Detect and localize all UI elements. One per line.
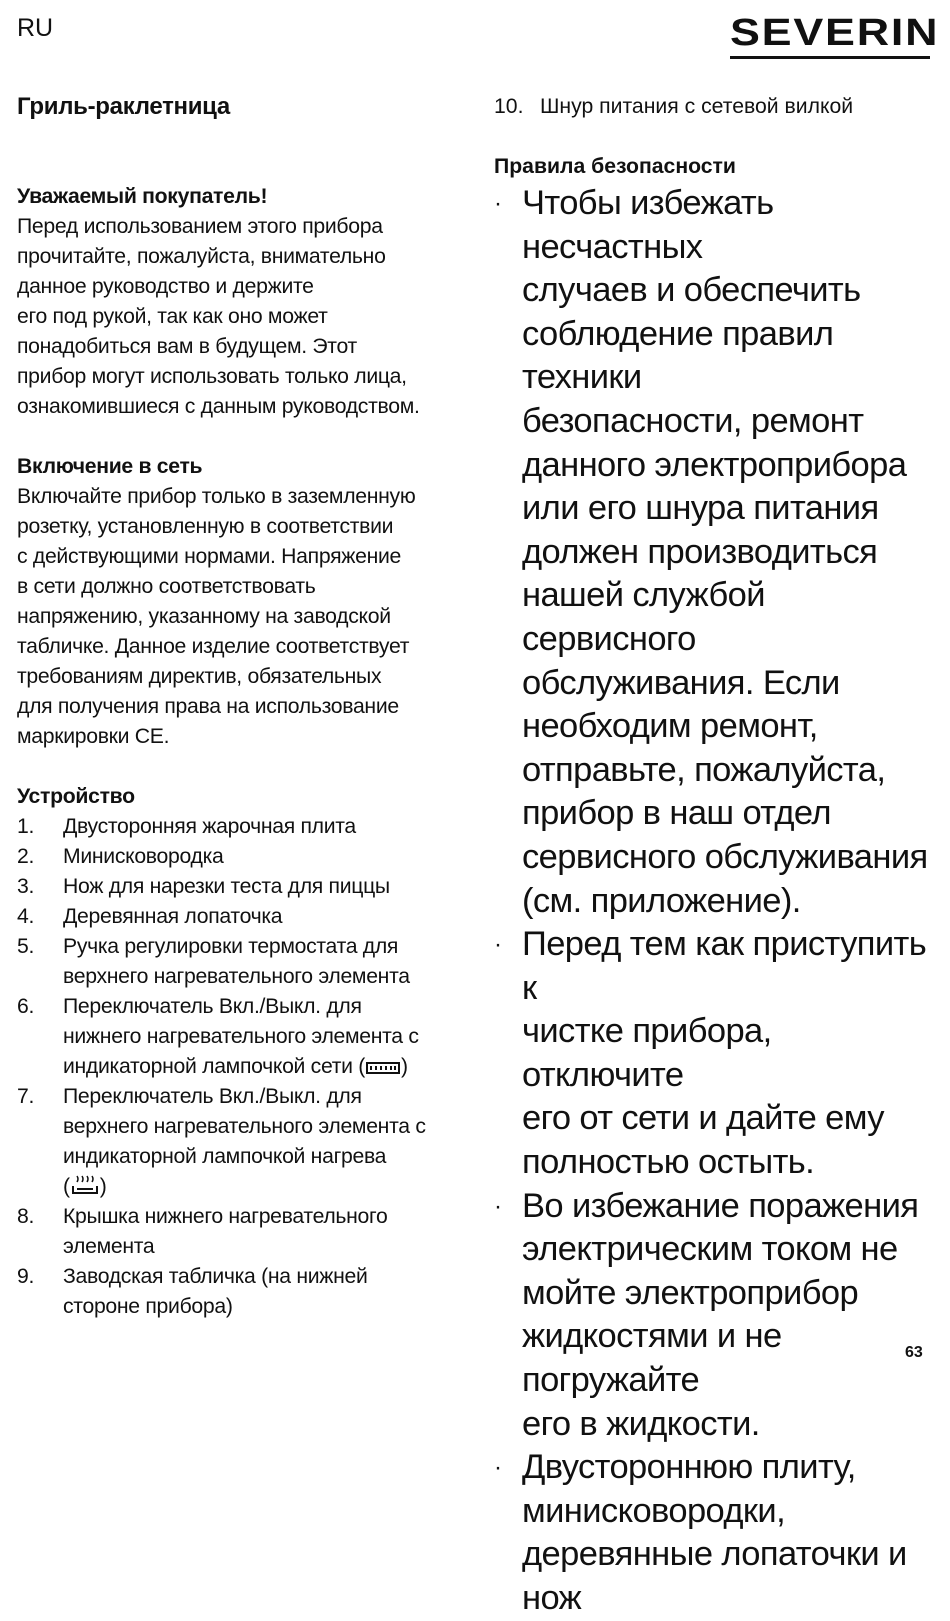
brand-logo-underline <box>730 56 930 59</box>
list-item <box>494 182 934 923</box>
list-item <box>17 992 472 1082</box>
item-text: Деревянная лопаточка <box>63 905 283 928</box>
right-column <box>494 92 934 1621</box>
item-number: 10. <box>494 95 524 118</box>
safety-rules-list <box>494 182 934 1621</box>
item-number: 7. <box>17 1085 35 1108</box>
item-text-suffix: ) <box>401 1055 408 1078</box>
list-item <box>494 923 934 1185</box>
list-item <box>494 1185 934 1447</box>
greeting-text: Перед использованием этого прибора прочитайте, пожалуйста, внимательно данное руководство и держите его под рукой, так как оно может понадобиться вам в будущем. Этот прибор могут использовать только лица, ознакомившиеся с данным руководством. <box>17 215 420 418</box>
list-item <box>17 872 472 902</box>
device-parts-list <box>17 812 472 1322</box>
language-code: RU <box>17 14 54 42</box>
item-text: Заводская табличка (на нижней стороне прибора) <box>63 1265 368 1318</box>
list-item <box>494 1446 934 1620</box>
list-item <box>494 92 934 122</box>
left-column <box>17 92 472 1322</box>
item-number: 1. <box>17 815 35 838</box>
bullet-marker: · <box>494 1454 502 1482</box>
page-number: 63 <box>905 1344 923 1361</box>
bullet-marker: · <box>494 1192 502 1220</box>
brand-logo-text: SEVERIN <box>730 12 940 54</box>
item-number: 9. <box>17 1265 35 1288</box>
list-item <box>17 1262 472 1322</box>
item-number: 2. <box>17 845 35 868</box>
list-item <box>17 1082 472 1202</box>
list-item <box>17 842 472 872</box>
mains-indicator-icon <box>366 1060 400 1076</box>
brand-logo <box>730 12 940 59</box>
safety-rule-text: Во избежание поражения электрическим током не мойте электроприбор жидкостями и не погружайте его в жидкости. <box>522 1186 919 1443</box>
item-text-main: Переключатель Вкл./Выкл. для верхнего нагревательного элемента с индикаторной лампочкой нагрева ( <box>63 1085 426 1198</box>
item-text: Шнур питания с сетевой вилкой <box>540 95 854 118</box>
item-text-suffix: ) <box>99 1175 107 1198</box>
item-number: 4. <box>17 905 35 928</box>
item-text <box>63 992 472 1082</box>
item-number: 5. <box>17 935 35 958</box>
item-number: 6. <box>17 995 35 1018</box>
list-item <box>17 812 472 842</box>
safety-rule-text: Перед тем как приступить к чистке прибора, отключите его от сети и дайте ему полностью остыть. <box>522 925 927 1182</box>
item-text-main: Переключатель Вкл./Выкл. для нижнего нагревательного элемента с индикаторной лампочкой сети ( <box>63 995 419 1078</box>
item-text: Ручка регулировки термостата для верхнего нагревательного элемента <box>63 935 410 988</box>
item-text <box>63 1082 472 1202</box>
list-item <box>17 932 472 992</box>
bullet-marker: · <box>494 931 502 959</box>
page-title: Гриль-раклетница <box>17 93 230 120</box>
list-item <box>17 1202 472 1262</box>
item-text: Минисковородка <box>63 845 224 868</box>
heating-indicator-icon <box>71 1174 99 1196</box>
connection-heading: Включение в сеть <box>17 455 203 478</box>
safety-rule-text: Двустороннюю плиту, минисковородки, деревянные лопаточки и нож <box>522 1448 907 1617</box>
safety-heading: Правила безопасности <box>494 155 736 178</box>
device-heading: Устройство <box>17 785 135 808</box>
safety-rule-text: Чтобы избежать несчастных случаев и обеспечить соблюдение правил техники безопасности, ремонт данного электроприбора или его шнура питания должен производиться нашей службой сервисного обслуживания. Если необходим ремонт, отправьте, пожалуйста, прибор в наш отдел сервисного обслуживания (см. приложение). <box>522 184 928 920</box>
item-text: Двусторонняя жарочная плита <box>63 815 356 838</box>
item-number: 8. <box>17 1205 35 1228</box>
bullet-marker: · <box>494 190 502 217</box>
item-text: Крышка нижнего нагревательного элемента <box>63 1205 388 1258</box>
item-text: Нож для нарезки теста для пиццы <box>63 875 390 898</box>
greeting-heading: Уважаемый покупатель! <box>17 185 268 208</box>
list-item <box>17 902 472 932</box>
connection-text: Включайте прибор только в заземленную розетку, установленную в соответствии с действующими нормами. Напряжение в сети должно соответствовать напряжению, указанному на заводской табличке. Данное изделие соответствует требованиям директив, обязательных для получения права на использование маркировки CE. <box>17 485 416 748</box>
item-number: 3. <box>17 875 35 898</box>
